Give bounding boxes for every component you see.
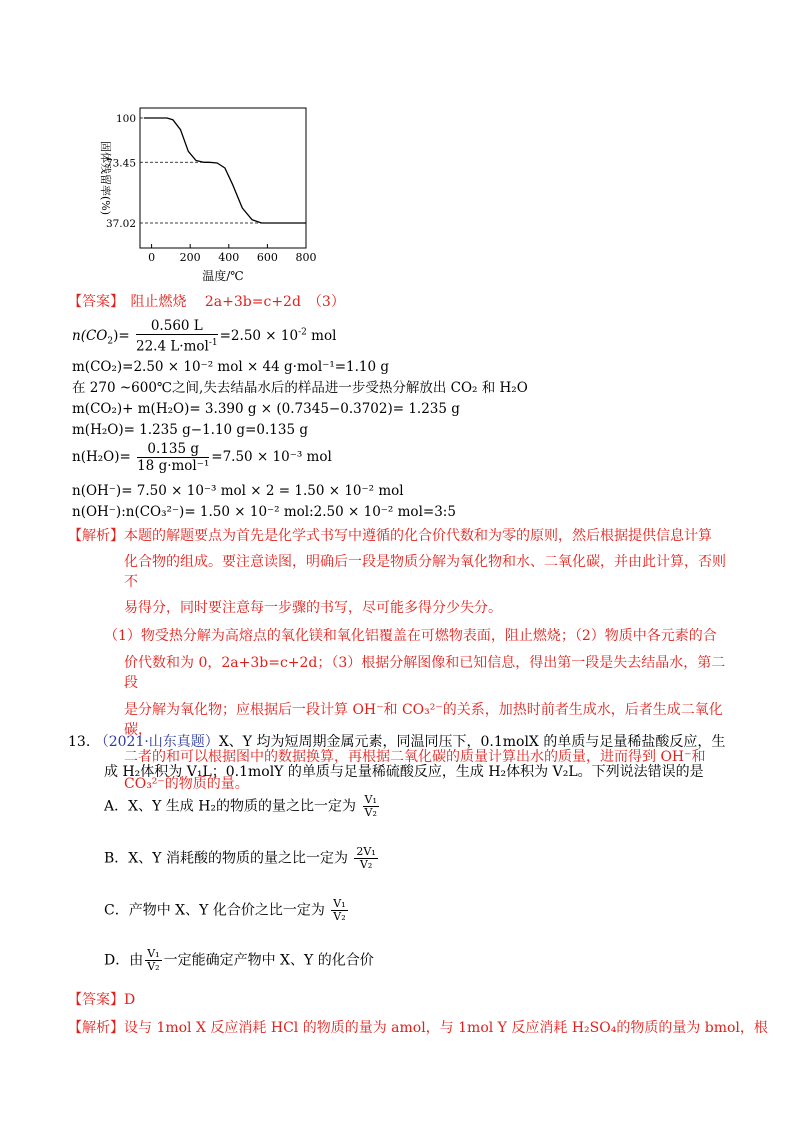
question-13 — [68, 732, 748, 782]
calc-l1-den-sup: -1 — [208, 338, 218, 348]
calc-l6-lhs: n(H₂O)= — [72, 449, 131, 465]
question-stem-2: 成 H₂体积为 V₁L；0.1molY 的单质与足量稀硫酸反应，生成 H₂体积为 V₂L。下列说法错误的是 — [104, 764, 704, 780]
y-tick-label: 100 — [115, 113, 136, 125]
answer-label: 【答案】 — [68, 294, 124, 310]
x-tick-label: 400 — [218, 251, 240, 264]
option-a-num: V₁ — [364, 793, 377, 806]
option-d-pre: D．由 — [104, 952, 144, 969]
residue-curve — [144, 118, 306, 223]
option-a[interactable] — [104, 794, 381, 819]
y-axis-label: 固体残留率(%) — [99, 140, 112, 216]
question-source: （2021·山东真题） — [94, 734, 219, 750]
analysis-13-text: 设与 1mol X 反应消耗 HCl 的物质的量为 amol，与 1mol Y 反应消耗 H₂SO₄的物质的量为 bmol，根 — [124, 1020, 768, 1036]
calc-line-6 — [72, 441, 332, 474]
question-number: 13. — [68, 734, 91, 750]
x-axis-label: 温度/℃ — [202, 269, 244, 283]
calc-l1-rhs: =2.50 × 10 — [219, 327, 299, 344]
analysis-1-p2c: 是分解为氧化物；应根据后一段计算 OH⁻和 CO₃²⁻的关系，加热时前者生成水，后者生成二氧化碳， — [124, 702, 723, 738]
answer-parts: 阻止燃烧 2a+3b=c+2d （3） — [130, 294, 345, 310]
analysis-1-p2d: 二者的和可以根据图中的数据换算，再根据二氧化碳的质量计算出水的质量，进而得到 OH⁻和 — [124, 749, 706, 765]
analysis-1-p2a: （1）物受热分解为高熔点的氧化镁和氧化铝覆盖在可燃物表面，阻止燃烧；（2）物质中各元素的合 — [104, 628, 717, 644]
option-b-fraction — [354, 846, 377, 871]
option-b-den: V₂ — [359, 858, 373, 871]
calc-line-2: m(CO₂)=2.50 × 10⁻² mol × 44 g·mol⁻¹=1.10 g — [72, 359, 390, 375]
option-d-fraction — [145, 948, 161, 973]
calc-l6-rhs: =7.50 × 10⁻³ mol — [211, 449, 332, 465]
question-stem-1: X、Y 均为短周期金属元素，同温同压下，0.1molX 的单质与足量稀盐酸反应，生 — [218, 734, 726, 750]
option-c-num: V₁ — [333, 897, 346, 910]
calc-l1-lhs: n(CO — [72, 327, 108, 344]
option-c-den: V₂ — [333, 910, 346, 923]
analysis-1-label: 【解析】 — [68, 528, 124, 544]
option-c-fraction — [331, 898, 347, 923]
calc-line-5: m(H₂O)= 1.235 g−1.10 g=0.135 g — [72, 422, 308, 438]
calc-l6-den: 18 g·mol⁻¹ — [137, 458, 210, 474]
residue-chart — [88, 96, 328, 286]
calc-l6-fraction — [137, 441, 209, 474]
option-a-text: A．X、Y 生成 H₂的物质的量之比一定为 — [104, 798, 357, 815]
plot-frame — [140, 108, 306, 248]
y-tick-label: 73.45 — [105, 157, 136, 170]
option-d-den: V₂ — [147, 960, 160, 973]
calc-l1-sub: 2 — [107, 336, 114, 347]
x-tick-label: 800 — [295, 251, 317, 264]
calc-line-8: n(OH⁻):n(CO₃²⁻)= 1.50 × 10⁻² mol:2.50 × 10⁻² mol=3:5 — [72, 504, 456, 520]
analysis-1-p1c: 易得分，同时要注意每一步骤的书写，尽可能多得分少失分。 — [124, 600, 502, 616]
calc-line-4: m(CO₂)+ m(H₂O)= 3.390 g × (0.7345−0.3702)= 1.235 g — [72, 401, 460, 417]
calc-line-7: n(OH⁻)= 7.50 × 10⁻³ mol × 2 = 1.50 × 10⁻² mol — [72, 483, 404, 499]
analysis-1-p2e: CO₃²⁻的物质的量。 — [124, 776, 249, 792]
option-d-num: V₁ — [147, 947, 160, 960]
calc-l1-eq: )= — [113, 327, 130, 344]
option-b-num: 2V₁ — [356, 845, 376, 858]
analysis-1-p1a: 本题的解题要点为首先是化学式书写中遵循的化合价代数和为零的原则，然后根据提供信息计算 — [124, 528, 712, 544]
calc-line-3: 在 270 ~600℃之间,失去结晶水后的样品进一步受热分解放出 CO₂ 和 H₂O — [72, 380, 528, 396]
option-d[interactable] — [104, 948, 374, 973]
analysis-13 — [68, 1018, 768, 1038]
calc-l1-num: 0.560 L — [136, 318, 218, 335]
calc-l1-rhs-sup: -2 — [298, 327, 307, 338]
analysis-1-p2b: 价代数和为 0，2a+3b=c+2d；（3）根据分解图像和已知信息，得出第一段是失去结晶水，第二段 — [124, 655, 726, 691]
analysis-1-p1b: 化合物的组成。要注意读图，明确后一段是物质分解为氧化物和水、二氧化碳，并由此计算，否则不 — [124, 554, 726, 590]
option-b-text: B．X、Y 消耗酸的物质的量之比一定为 — [104, 850, 348, 867]
option-a-fraction — [363, 794, 379, 819]
calc-l1-unit: mol — [306, 327, 337, 344]
analysis-13-label: 【解析】 — [68, 1020, 124, 1036]
calc-l6-num: 0.135 g — [137, 441, 209, 458]
option-c[interactable] — [104, 898, 350, 923]
option-a-den: V₂ — [364, 806, 377, 819]
x-tick-label: 0 — [148, 251, 156, 264]
answer-13-label: 【答案】 — [68, 992, 124, 1008]
answer-13 — [68, 990, 135, 1010]
option-d-post: 一定能确定产物中 X、Y 的化合价 — [163, 952, 374, 969]
y-tick-label: 37.02 — [105, 217, 136, 230]
calc-l1-den: 22.4 L·mol — [135, 338, 209, 355]
option-c-text: C．产物中 X、Y 化合价之比一定为 — [104, 902, 325, 919]
answer-13-value: D — [124, 992, 136, 1008]
option-b[interactable] — [104, 846, 380, 871]
answer-line — [68, 292, 345, 312]
calc-line-1 — [72, 318, 336, 355]
calc-l1-fraction — [136, 318, 218, 355]
x-tick-label: 200 — [179, 251, 201, 264]
x-tick-label: 600 — [256, 251, 278, 264]
